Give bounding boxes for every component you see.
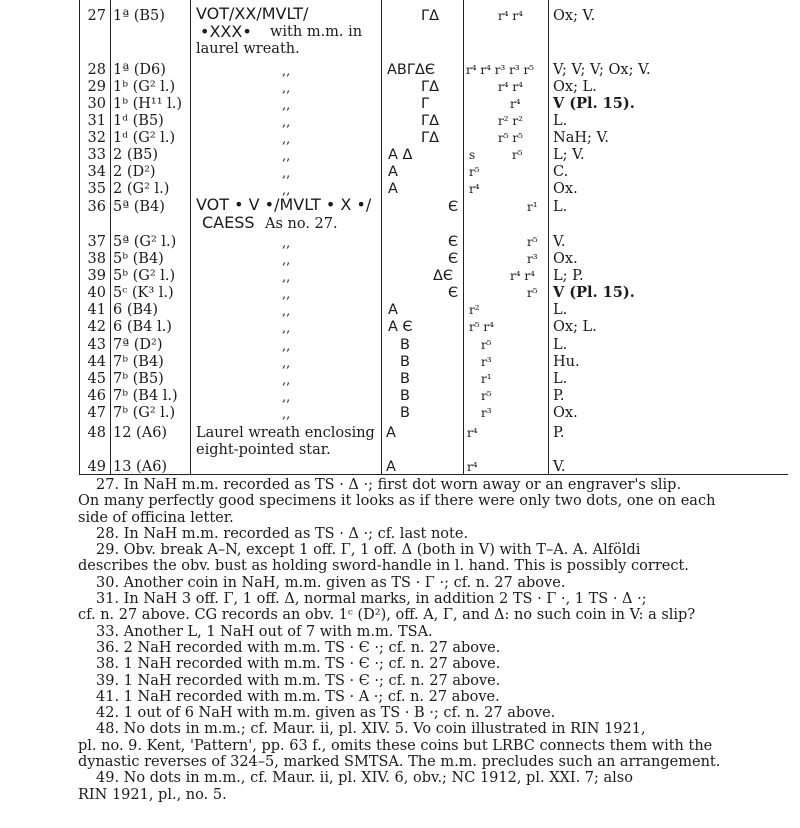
obverse-ref: 5ᶜ (K³ l.) <box>113 285 174 301</box>
rarity: r⁵ <box>512 148 523 162</box>
obverse-ref: 6 (B4) <box>113 302 159 318</box>
collections: C. <box>553 164 569 180</box>
ditto-mark: ,, <box>282 321 291 336</box>
mint-marks: Є <box>448 251 459 267</box>
table-rule <box>381 0 382 475</box>
reverse-desc: laurel wreath. <box>196 41 300 57</box>
collections: Ox; V. <box>553 8 596 24</box>
mint-marks: Є <box>448 285 459 301</box>
ditto-mark: ,, <box>282 253 291 268</box>
obverse-ref: 7ᵇ (G² l.) <box>113 405 176 421</box>
footnote-line: 41. 1 NaH recorded with m.m. TS · A ·; cf. n. 27 above. <box>96 688 500 705</box>
mint-marks: ΓΔ <box>421 113 439 129</box>
rarity: r⁴ <box>467 460 478 474</box>
obverse-ref: 2 (B5) <box>113 147 159 163</box>
ditto-mark: ,, <box>282 339 291 354</box>
rarity: r⁴ r⁴ r³ r³ r⁵ <box>466 63 534 77</box>
row-number: 31 <box>87 113 106 129</box>
table-rule <box>190 0 191 475</box>
row-number: 34 <box>87 164 106 180</box>
footnote-line: RIN 1921, pl., no. 5. <box>78 786 227 803</box>
rarity: r⁴ <box>469 182 480 196</box>
obverse-ref: 7ª (D²) <box>113 337 163 353</box>
footnote-line: describes the obv. bust as holding sword-handle in l. hand. This is possibly correct. <box>78 558 689 575</box>
rarity: r³ <box>481 355 492 369</box>
row-number: 32 <box>87 130 106 146</box>
ditto-mark: ,, <box>282 356 291 371</box>
ditto-mark: ,, <box>282 407 291 422</box>
footnote-line: 49. No dots in m.m., cf. Maur. ii, pl. XIV. 6, obv.; NC 1912, pl. XXI. 7; also <box>96 770 633 787</box>
collections: V. <box>553 459 566 475</box>
reverse-legend-2: •XXX• <box>200 22 252 41</box>
table-rule <box>79 0 80 475</box>
ditto-mark: ,, <box>282 166 291 181</box>
obverse-ref: 5ª (G² l.) <box>113 234 177 250</box>
obverse-ref: 6 (B4 l.) <box>113 319 172 335</box>
ditto-mark: ,, <box>282 115 291 130</box>
ditto-mark: ,, <box>282 98 291 113</box>
table-rule <box>110 0 111 475</box>
collections: Ox; L. <box>553 319 597 335</box>
collections: L; P. <box>553 268 584 284</box>
row-number: 30 <box>87 96 106 112</box>
obverse-ref: 7ᵇ (B4 l.) <box>113 388 178 404</box>
mint-marks: B <box>400 405 410 421</box>
ditto-mark: ,, <box>282 390 291 405</box>
row-number: 44 <box>87 354 106 370</box>
reverse-desc-2: eight-pointed star. <box>196 442 331 458</box>
rarity: r² <box>469 303 480 317</box>
collections: Ox. <box>553 181 578 197</box>
footnote-line: 38. 1 NaH recorded with m.m. TS · Є ·; cf. n. 27 above. <box>96 656 501 673</box>
footnote-line: cf. n. 27 above. CG records an obv. 1ᶜ (D²), off. A, Γ, and Δ: no such coin in V: a slip? <box>78 607 696 624</box>
reverse-desc: As no. 27. <box>265 216 338 232</box>
mint-marks: ΓΔ <box>421 79 439 95</box>
row-number: 48 <box>87 425 106 441</box>
footnote-line: On many perfectly good specimens it looks as if there were only two dots, one on each <box>78 493 716 510</box>
mint-marks: A <box>388 181 398 197</box>
mint-marks: A <box>388 302 398 318</box>
mint-marks: ΓΔ <box>421 8 439 24</box>
footnote-line: dynastic reverses of 324–5, marked SMTSA. The m.m. precludes such an arrangement. <box>78 754 721 771</box>
mint-marks: B <box>400 388 410 404</box>
collections: V; V; V; Ox; V. <box>553 62 651 78</box>
footnote-line: side of officina letter. <box>78 509 234 526</box>
rarity: r⁵ <box>527 286 538 300</box>
ditto-mark: ,, <box>282 373 291 388</box>
rarity: r⁵ r⁴ <box>469 320 494 334</box>
footnote-line: 39. 1 NaH recorded with m.m. TS · Є ·; cf. n. 27 above. <box>96 672 501 689</box>
ditto-mark: ,, <box>282 236 291 251</box>
row-number: 42 <box>87 319 106 335</box>
row-number: 33 <box>87 147 106 163</box>
footnote-line: 31. In NaH 3 off. Γ, 1 off. Δ, normal marks, in addition 2 TS · Γ ·, 1 TS · Δ ·; <box>96 591 647 608</box>
footnote-line: 28. In NaH m.m. recorded as TS · Δ ·; cf. last note. <box>96 525 469 542</box>
rarity: r⁵ <box>527 235 538 249</box>
row-number: 49 <box>87 459 106 475</box>
collections: P. <box>553 425 565 441</box>
mint-marks: B <box>400 371 410 387</box>
collections: L. <box>553 113 568 129</box>
reverse-desc: with m.m. in <box>270 24 363 40</box>
row-number: 43 <box>87 337 106 353</box>
reverse-legend-2: CAESS <box>202 213 255 232</box>
rarity: r⁵ r⁵ <box>498 131 523 145</box>
rarity-s: s <box>469 148 476 162</box>
footnote-line: 36. 2 NaH recorded with m.m. TS · Є ·; cf. n. 27 above. <box>96 639 501 656</box>
ditto-mark: ,, <box>282 287 291 302</box>
mint-marks: ΔЄ <box>433 268 454 284</box>
collections: L; V. <box>553 147 585 163</box>
row-number: 36 <box>87 199 106 215</box>
rarity: r⁴ <box>467 426 478 440</box>
rarity: r¹ <box>481 372 492 386</box>
collections: V. <box>553 234 566 250</box>
collections: L. <box>553 371 568 387</box>
row-number: 37 <box>87 234 106 250</box>
collections: V (Pl. 15). <box>553 95 635 112</box>
row-number: 40 <box>87 285 106 301</box>
row-number: 35 <box>87 181 106 197</box>
obverse-ref: 2 (D²) <box>113 164 156 180</box>
mint-marks: B <box>400 337 410 353</box>
obverse-ref: 7ᵇ (B5) <box>113 371 164 387</box>
collections: Ox. <box>553 405 578 421</box>
collections: Ox; L. <box>553 79 597 95</box>
reverse-legend: VOT • V •/MVLT • X •/ <box>196 195 372 214</box>
footnote-line: 33. Another L, 1 NaH out of 7 with m.m. TSA. <box>96 623 433 640</box>
collections: L. <box>553 302 568 318</box>
rarity: r⁴ r⁴ <box>498 9 523 23</box>
reverse-legend: VOT/XX/MVLT/ <box>196 4 309 23</box>
row-number: 29 <box>87 79 106 95</box>
collections: Ox. <box>553 251 578 267</box>
mint-marks: Є <box>448 234 459 250</box>
rarity: r⁵ <box>481 389 492 403</box>
obverse-ref: 1ᵈ (G² l.) <box>113 130 176 146</box>
mint-marks: A <box>386 425 396 441</box>
row-number: 38 <box>87 251 106 267</box>
ditto-mark: ,, <box>282 81 291 96</box>
collections: P. <box>553 388 565 404</box>
ditto-mark: ,, <box>282 270 291 285</box>
obverse-ref: 1ª (B5) <box>113 8 165 24</box>
obverse-ref: 5ᵇ (B4) <box>113 251 164 267</box>
footnote-line: 27. In NaH m.m. recorded as TS · Δ ·; first dot worn away or an engraver's slip. <box>96 477 682 493</box>
row-number: 45 <box>87 371 106 387</box>
obverse-ref: 1ᵇ (G² l.) <box>113 79 176 95</box>
mint-marks: A Є <box>388 319 413 335</box>
row-number: 39 <box>87 268 106 284</box>
rarity: r⁴ r⁴ <box>498 80 523 94</box>
footnote-line: pl. no. 9. Kent, 'Pattern', pp. 63 f., omits these coins but LRBC connects them with the <box>78 737 713 754</box>
obverse-ref: 1ᵈ (B5) <box>113 113 164 129</box>
row-number: 41 <box>87 302 106 318</box>
rarity: r⁴ <box>510 97 521 111</box>
mint-marks: ABΓΔЄ <box>387 62 435 78</box>
ditto-mark: ,, <box>282 132 291 147</box>
collections: Hu. <box>553 354 580 370</box>
collections: NaH; V. <box>553 130 610 146</box>
obverse-ref: 13 (A6) <box>113 459 168 475</box>
rarity: r² r² <box>498 114 523 128</box>
row-number: 46 <box>87 388 106 404</box>
obverse-ref: 2 (G² l.) <box>113 181 170 197</box>
table-bottom-rule <box>79 474 788 475</box>
obverse-ref: 12 (A6) <box>113 425 168 441</box>
row-number: 28 <box>87 62 106 78</box>
collections: V (Pl. 15). <box>553 284 635 301</box>
obverse-ref: 1ª (D6) <box>113 62 166 78</box>
rarity: r⁵ <box>481 338 492 352</box>
reverse-desc: Laurel wreath enclosing <box>196 425 375 441</box>
footnote-line: 42. 1 out of 6 NaH with m.m. given as TS · B ·; cf. n. 27 above. <box>96 705 556 722</box>
footnote-line: 48. No dots in m.m.; cf. Maur. ii, pl. XIV. 5. Vo coin illustrated in RIN 1921, <box>96 721 646 738</box>
rarity: r⁴ r⁴ <box>510 269 535 283</box>
mint-marks: A <box>386 459 396 475</box>
collections: L. <box>553 199 568 215</box>
ditto-mark: ,, <box>282 304 291 319</box>
obverse-ref: 1ᵇ (H¹¹ l.) <box>113 96 183 112</box>
mint-marks: A Δ <box>388 147 413 163</box>
footnotes <box>78 477 721 803</box>
row-number: 47 <box>87 405 106 421</box>
obverse-ref: 5ª (B4) <box>113 199 165 215</box>
row-number: 27 <box>87 8 106 24</box>
rarity: r¹ <box>527 200 538 214</box>
mint-marks: ΓΔ <box>421 130 439 146</box>
mint-marks: Є <box>448 199 459 215</box>
ditto-mark: ,, <box>282 64 291 79</box>
rarity: r⁵ <box>469 165 480 179</box>
ditto-mark: ,, <box>282 183 291 198</box>
rarity: r³ <box>527 252 538 266</box>
table-rule <box>548 0 549 475</box>
mint-marks: Γ <box>421 96 430 112</box>
footnote-line: 29. Obv. break A–N, except 1 off. Γ, 1 off. Δ (both in V) with T–A. A. Alföldi <box>96 542 641 559</box>
mint-marks: A <box>388 164 398 180</box>
ditto-mark: ,, <box>282 149 291 164</box>
mint-marks: B <box>400 354 410 370</box>
footnote-line: 30. Another coin in NaH, m.m. given as TS · Γ ·; cf. n. 27 above. <box>96 574 566 591</box>
table-rule <box>463 0 464 475</box>
obverse-ref: 7ᵇ (B4) <box>113 354 164 370</box>
collections: L. <box>553 337 568 353</box>
rarity: r³ <box>481 406 492 420</box>
obverse-ref: 5ᵇ (G² l.) <box>113 268 176 284</box>
